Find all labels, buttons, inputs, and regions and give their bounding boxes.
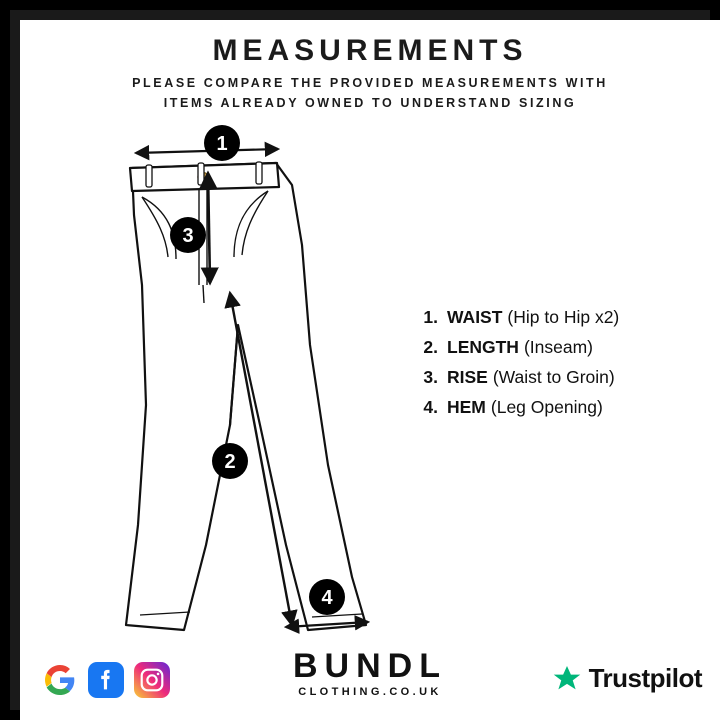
header	[20, 34, 720, 113]
list-item	[412, 362, 702, 392]
legend-description: (Leg Opening)	[490, 397, 603, 417]
list-item	[412, 392, 702, 422]
legend-number: 3.	[423, 367, 438, 387]
legend-number: 4.	[423, 397, 438, 417]
svg-text:4: 4	[321, 587, 333, 609]
facebook-icon[interactable]	[88, 662, 124, 698]
brand-name: BUNDL	[293, 647, 447, 685]
trustpilot-label: Trustpilot	[588, 663, 702, 693]
trustpilot-star-icon	[552, 664, 582, 694]
page-subtitle	[20, 73, 720, 113]
list-item	[412, 302, 702, 332]
legend-term: LENGTH	[447, 337, 519, 357]
white-canvas	[20, 20, 720, 720]
legend-description: (Waist to Groin)	[492, 367, 615, 387]
list-item	[412, 332, 702, 362]
svg-text:2: 2	[224, 451, 236, 473]
legend-term: WAIST	[447, 307, 503, 327]
measurement-legend	[412, 302, 702, 422]
instagram-icon[interactable]	[134, 662, 170, 698]
page-subtitle-line2: ITEMS ALREADY OWNED TO UNDERSTAND SIZING	[163, 96, 577, 110]
legend-term: HEM	[447, 397, 486, 417]
google-icon[interactable]	[42, 662, 78, 698]
legend-term: RISE	[447, 367, 488, 387]
page-title: MEASUREMENTS	[212, 34, 528, 67]
page-subtitle-line1: PLEASE COMPARE THE PROVIDED MEASUREMENTS WITH	[132, 76, 608, 90]
jeans-diagram	[80, 125, 410, 645]
svg-text:1: 1	[216, 133, 228, 155]
legend-number: 1.	[423, 307, 438, 327]
legend-number: 2.	[423, 337, 438, 357]
legend-description: (Hip to Hip x2)	[507, 307, 620, 327]
brand-subtitle: CLOTHING.CO.UK	[298, 686, 442, 698]
svg-text:3: 3	[182, 225, 194, 247]
legend-description: (Inseam)	[523, 337, 593, 357]
trustpilot-badge[interactable]	[552, 663, 702, 694]
social-links	[42, 662, 170, 698]
